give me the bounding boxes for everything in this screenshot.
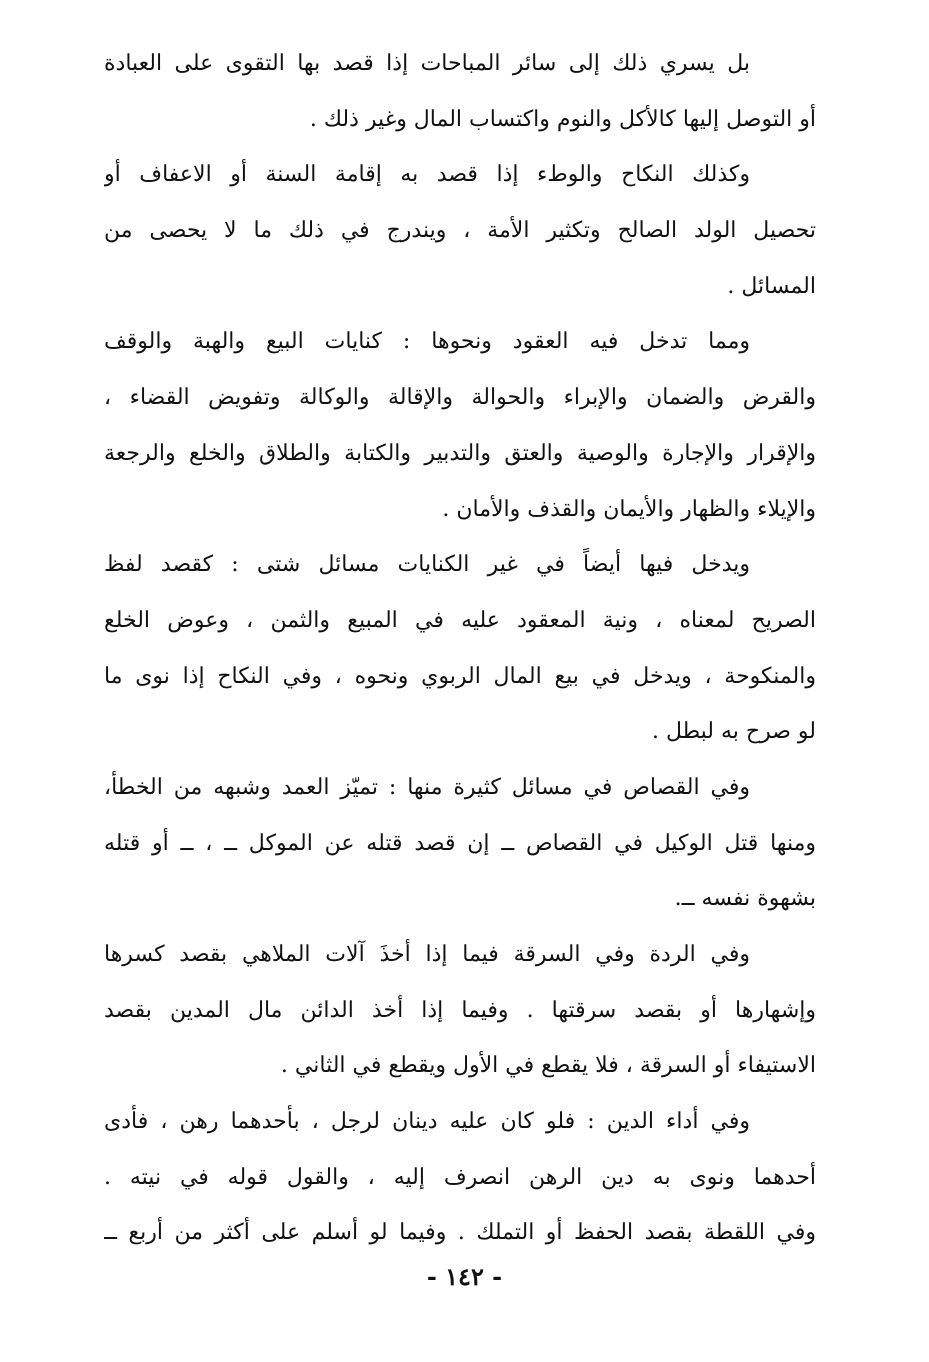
text-line: ومنها قتل الوكيل في القصاص ــ إن قصد قتله عن الموكل ــ ، ــ أو قتله	[104, 830, 816, 856]
text-line: وفي أداء الدين : فلو كان عليه دينان لرجل ، بأحدهما رهن ، فأدى	[104, 1109, 750, 1135]
text-line: وإشهارها أو بقصد سرقتها . وفيما إذا أخذ الدائن مال المدين بقصد	[104, 997, 816, 1023]
text-line: والمنكوحة ، ويدخل في بيع المال الربوي ونحوه ، وفي النكاح إذا نوى ما	[104, 663, 816, 689]
text-line: بل يسري ذلك إلى سائر المباحات إذا قصد بها التقوى على العبادة	[104, 51, 751, 76]
text-line: وفي اللقطة بقصد الحفظ أو التملك . وفيما لو أسلم على أكثر من أربع ــ	[104, 1220, 816, 1246]
text-line: وكذلك النكاح والوطء إذا قصد به إقامة السنة أو الاعفاف أو	[104, 162, 750, 188]
text-line: وفي الردة وفي السرقة فيما إذا أخذَ آلات الملاهي بقصد كسرها	[104, 942, 750, 967]
body-text	[104, 36, 816, 1261]
text-line: ومما تدخل فيه العقود ونحوها : كنايات البيع والهبة والوقف	[104, 329, 750, 355]
text-line: وفي القصاص في مسائل كثيرة منها : تميّز العمد وشبهه من الخطأ،	[104, 774, 750, 800]
text-line: تحصيل الولد الصالح وتكثير الأمة ، ويندرج في ذلك ما لا يحصى من	[104, 218, 816, 244]
text-line: والقرض والضمان والإبراء والحوالة والإقالة والوكالة وتفويض القضاء ،	[104, 385, 816, 411]
text-line: بشهوة نفسه ــ.	[674, 886, 816, 912]
text-line: والإقرار والإجارة والوصية والعتق والتدبير والكتابة والطلاق والخلع والرجعة	[104, 440, 816, 466]
text-line: أو التوصل إليها كالأكل والنوم واكتساب المال وغير ذلك .	[309, 106, 816, 132]
text-line: الصريح لمعناه ، ونية المعقود عليه في المبيع والثمن ، وعوض الخلع	[104, 607, 816, 633]
text-line: والإيلاء والظهار والأيمان والقذف والأمان .	[442, 496, 816, 522]
text-line: المسائل .	[727, 273, 816, 299]
text-line: لو صرح به لبطل .	[651, 719, 816, 745]
text-line: أحدهما ونوى به دين الرهن انصرف إليه ، والقول قوله في نيته .	[104, 1164, 816, 1190]
page-number: - ١٤٢ -	[426, 1262, 503, 1291]
text-line: الاستيفاء أو السرقة ، فلا يقطع في الأول ويقطع في الثاني .	[280, 1053, 816, 1079]
text-line: ويدخل فيها أيضاً في غير الكنايات مسائل شتى : كقصد لفظ	[104, 552, 750, 578]
